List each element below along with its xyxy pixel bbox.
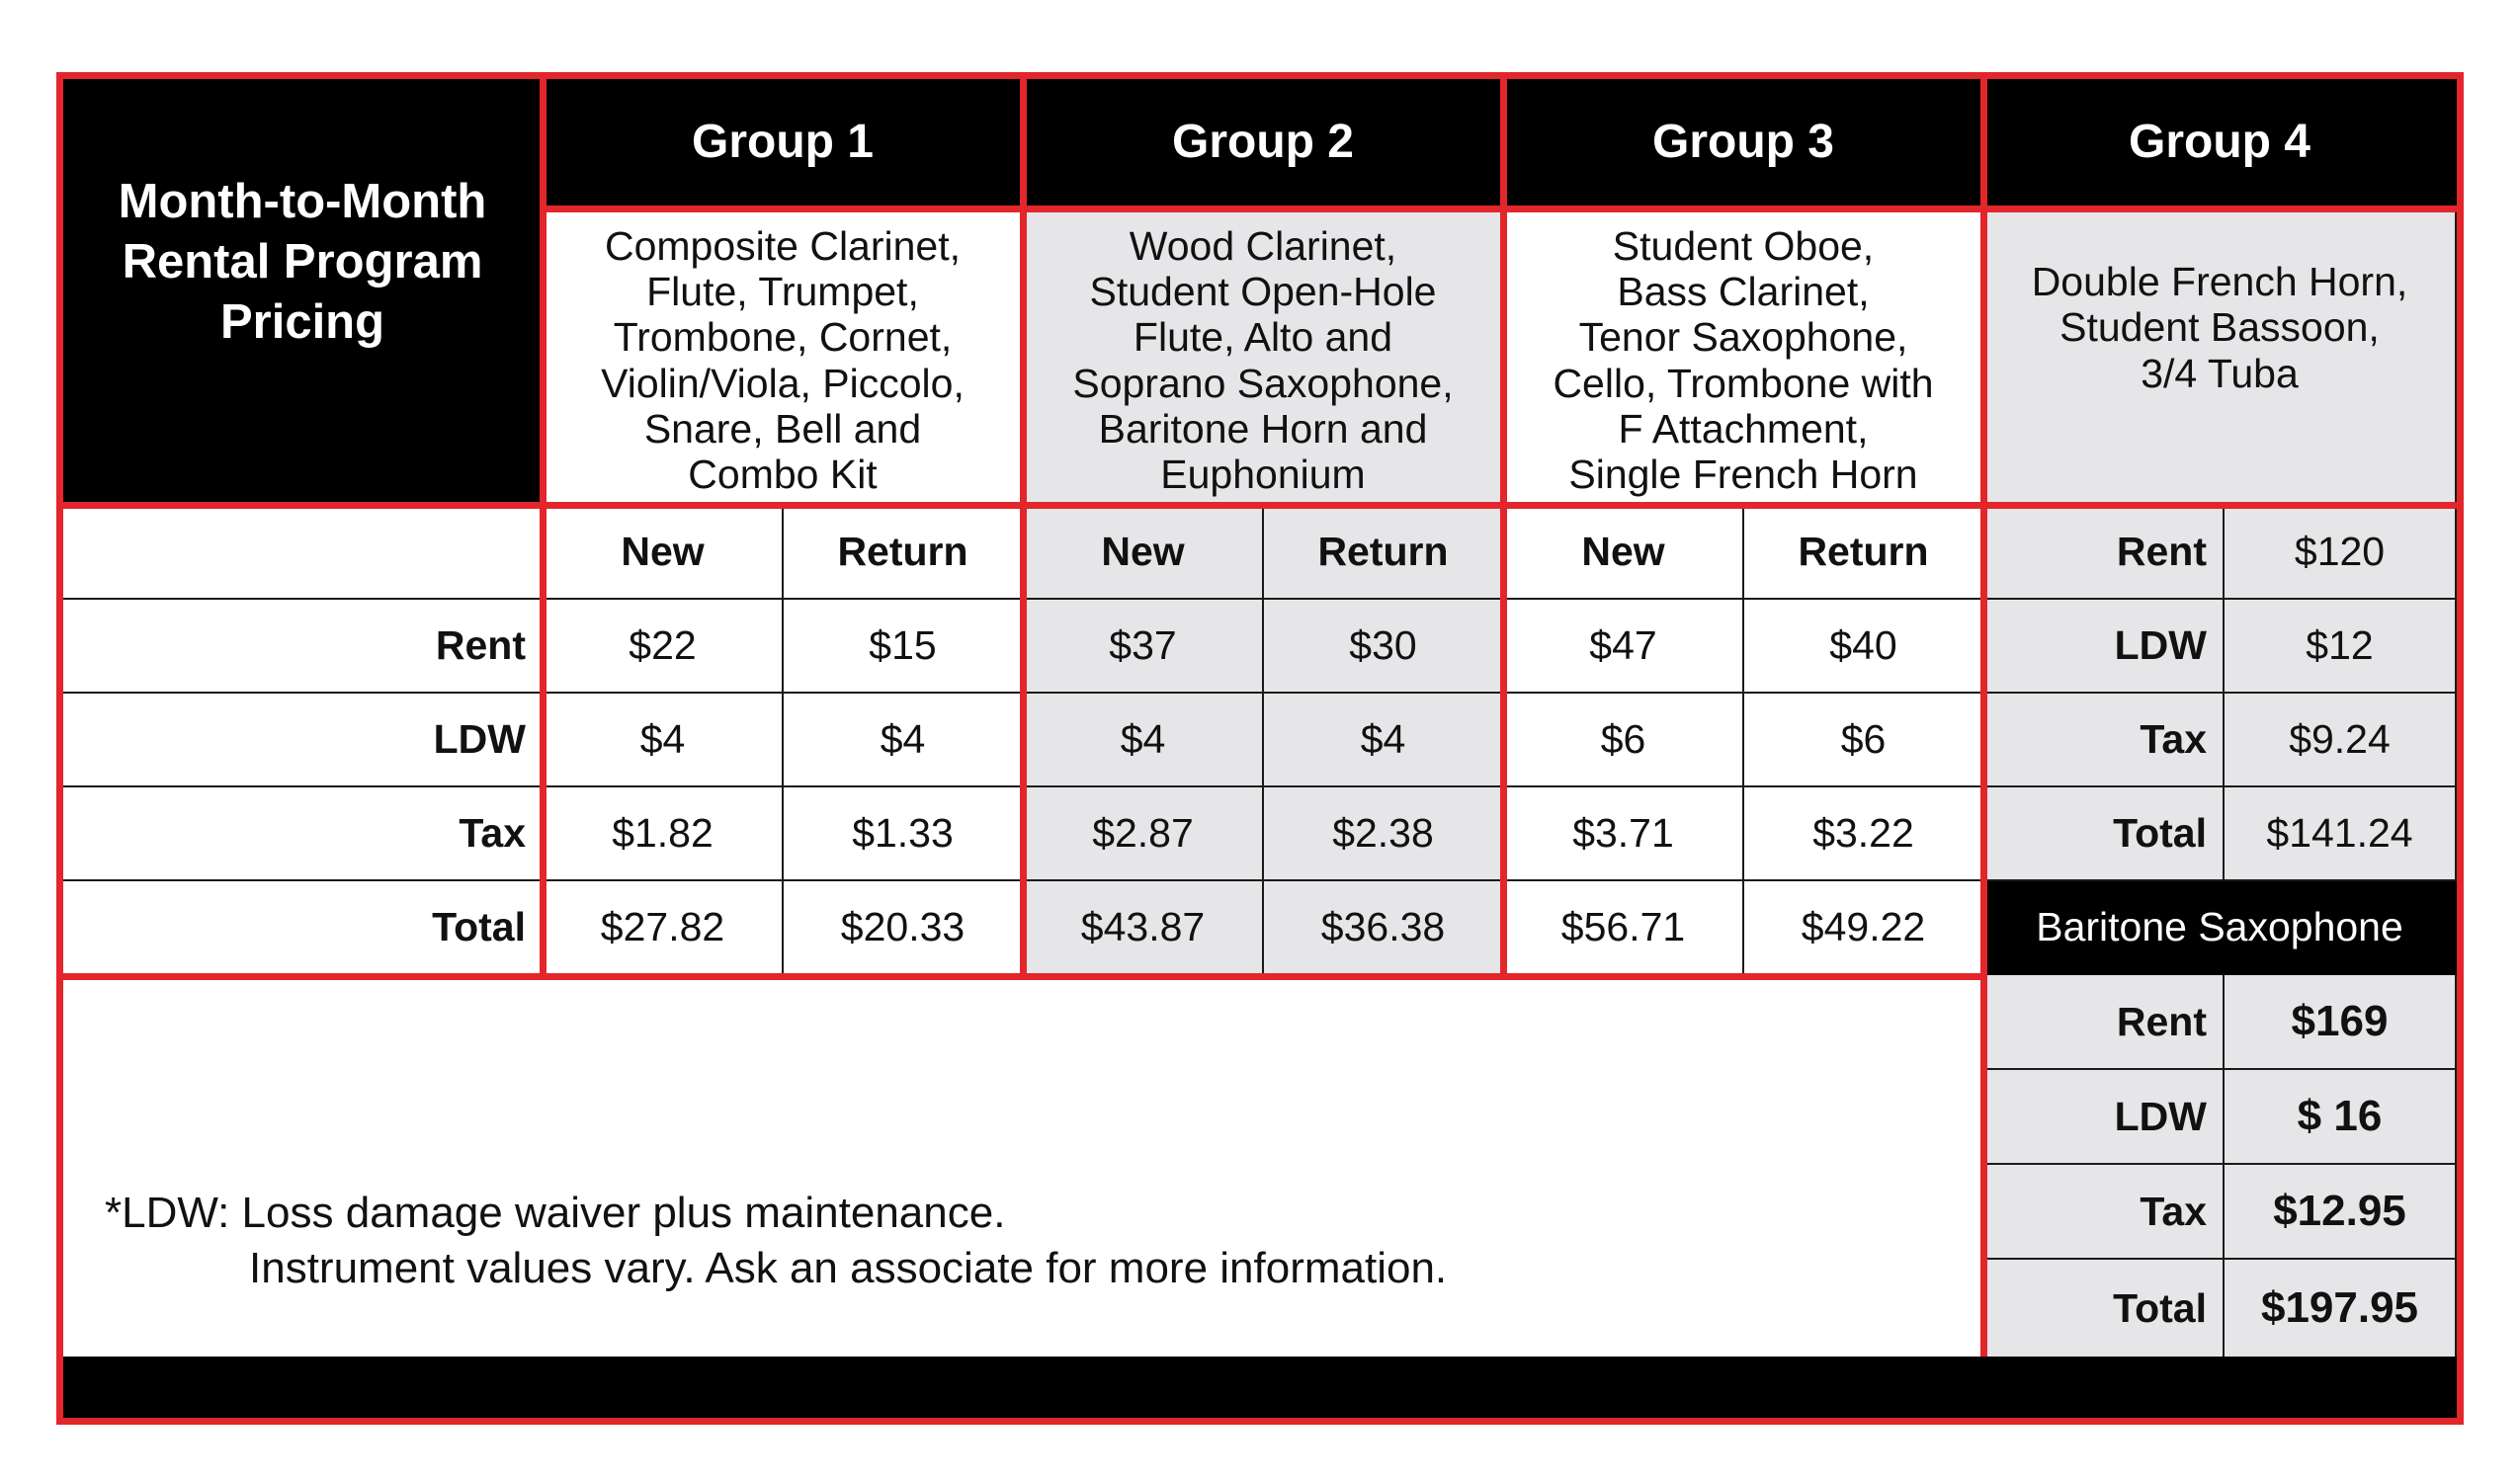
divider-h-header xyxy=(540,206,2457,212)
group-3-header: Group 3 xyxy=(1504,79,1984,208)
group-2-header: Group 2 xyxy=(1024,79,1504,208)
footnote-line-2: Instrument values vary. Ask an associate for more information. xyxy=(249,1244,1448,1292)
group-4-rent-label: Rent xyxy=(1984,506,2225,600)
group-4-tax-value: $9.24 xyxy=(2225,694,2457,787)
empty-label-cell xyxy=(63,506,544,600)
row-label-ldw: LDW xyxy=(63,694,544,787)
group-1-return-rent: $15 xyxy=(784,600,1024,694)
rental-pricing-table xyxy=(56,72,2464,1425)
group-4-ldw-value: $12 xyxy=(2225,600,2457,694)
group-4-total-label: Total xyxy=(1984,787,2225,881)
group-2-new-rent: $37 xyxy=(1024,600,1264,694)
group-2-new-header: New xyxy=(1024,506,1264,600)
group-1-new-total: $27.82 xyxy=(544,881,784,975)
group-4-tax-label: Tax xyxy=(1984,694,2225,787)
divider-v-4 xyxy=(1980,79,1987,1357)
baritone-total-label: Total xyxy=(1984,1260,2225,1357)
divider-v-2 xyxy=(1020,79,1027,975)
group-3-return-total: $49.22 xyxy=(1744,881,1984,975)
divider-v-1 xyxy=(540,79,546,975)
group-1-header: Group 1 xyxy=(544,79,1024,208)
row-label-total: Total xyxy=(63,881,544,975)
group-1-new-ldw: $4 xyxy=(544,694,784,787)
group-3-return-header: Return xyxy=(1744,506,1984,600)
group-3-new-header: New xyxy=(1504,506,1744,600)
table-title: Month-to-Month Rental Program Pricing xyxy=(63,79,544,506)
group-1-instruments: Composite Clarinet, Flute, Trumpet, Trombone, Cornet, Violin/Viola, Piccolo, Snare, Bell and Combo Kit xyxy=(544,208,1024,506)
group-4-ldw-label: LDW xyxy=(1984,600,2225,694)
baritone-total-value: $197.95 xyxy=(2225,1260,2457,1357)
group-3-new-total: $56.71 xyxy=(1504,881,1744,975)
group-2-return-header: Return xyxy=(1264,506,1504,600)
baritone-tax-label: Tax xyxy=(1984,1165,2225,1260)
baritone-tax-value: $12.95 xyxy=(2225,1165,2457,1260)
group-4-header: Group 4 xyxy=(1984,79,2457,208)
group-3-return-tax: $3.22 xyxy=(1744,787,1984,881)
group-1-return-ldw: $4 xyxy=(784,694,1024,787)
baritone-ldw-label: LDW xyxy=(1984,1070,2225,1165)
group-1-new-tax: $1.82 xyxy=(544,787,784,881)
group-1-return-header: Return xyxy=(784,506,1024,600)
group-1-new-header: New xyxy=(544,506,784,600)
group-2-new-ldw: $4 xyxy=(1024,694,1264,787)
group-3-instruments: Student Oboe, Bass Clarinet, Tenor Saxophone, Cello, Trombone with F Attachment, Single French Horn xyxy=(1504,208,1984,506)
group-3-return-ldw: $6 xyxy=(1744,694,1984,787)
group-4-rent-value: $120 xyxy=(2225,506,2457,600)
group-1-return-tax: $1.33 xyxy=(784,787,1024,881)
row-label-tax: Tax xyxy=(63,787,544,881)
baritone-ldw-value: $ 16 xyxy=(2225,1070,2457,1165)
group-2-new-total: $43.87 xyxy=(1024,881,1264,975)
footer-bar xyxy=(63,1357,2457,1418)
footnote-line-1: *LDW: Loss damage waiver plus maintenance. xyxy=(105,1189,1006,1237)
divider-h-instruments xyxy=(63,502,2457,509)
group-3-new-tax: $3.71 xyxy=(1504,787,1744,881)
group-2-return-rent: $30 xyxy=(1264,600,1504,694)
group-3-return-rent: $40 xyxy=(1744,600,1984,694)
group-3-new-ldw: $6 xyxy=(1504,694,1744,787)
group-4-total-value: $141.24 xyxy=(2225,787,2457,881)
divider-h-pricing xyxy=(63,973,1984,980)
group-4-instruments: Double French Horn, Student Bassoon, 3/4 Tuba xyxy=(1984,208,2457,506)
group-2-return-tax: $2.38 xyxy=(1264,787,1504,881)
baritone-rent-value: $169 xyxy=(2225,975,2457,1070)
group-2-instruments: Wood Clarinet, Student Open-Hole Flute, Alto and Soprano Saxophone, Baritone Horn and Euphonium xyxy=(1024,208,1504,506)
group-3-new-rent: $47 xyxy=(1504,600,1744,694)
footnote xyxy=(105,1186,1447,1296)
group-2-return-ldw: $4 xyxy=(1264,694,1504,787)
divider-v-3 xyxy=(1500,79,1507,975)
baritone-rent-label: Rent xyxy=(1984,975,2225,1070)
group-1-new-rent: $22 xyxy=(544,600,784,694)
group-2-new-tax: $2.87 xyxy=(1024,787,1264,881)
row-label-rent: Rent xyxy=(63,600,544,694)
group-1-return-total: $20.33 xyxy=(784,881,1024,975)
group-2-return-total: $36.38 xyxy=(1264,881,1504,975)
baritone-saxophone-header: Baritone Saxophone xyxy=(1984,881,2457,975)
